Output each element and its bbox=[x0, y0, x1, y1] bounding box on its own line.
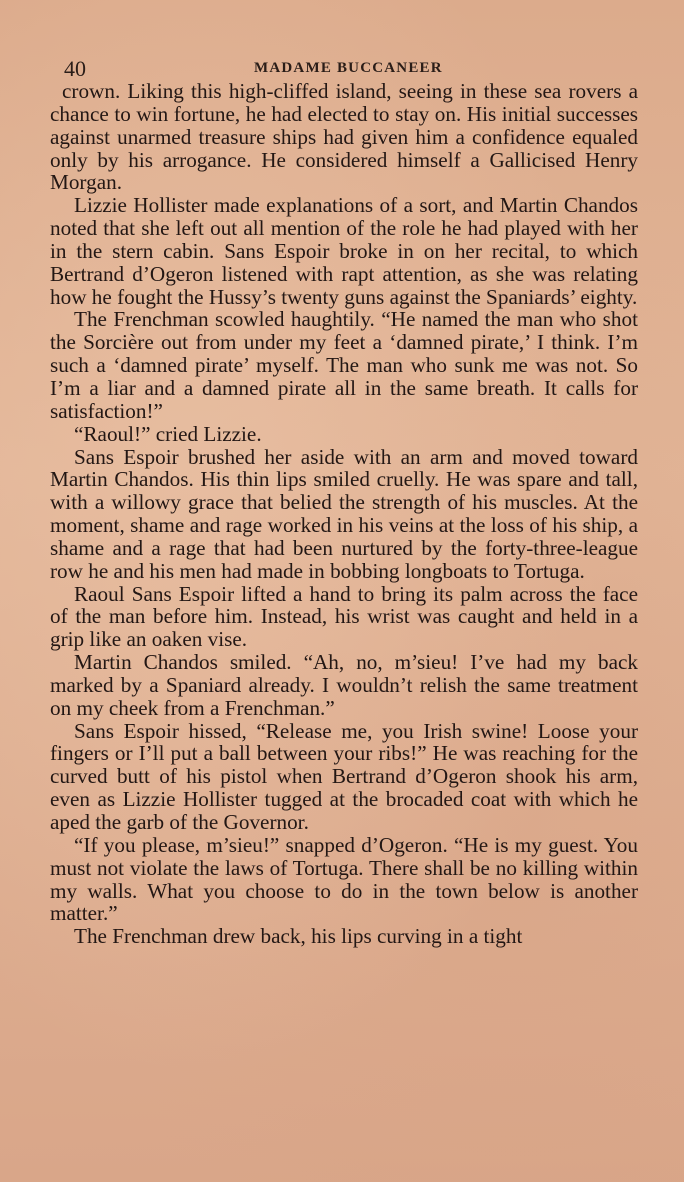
paragraph: Sans Espoir hissed, “Release me, you Irish swine! Loose your fingers or I’ll put a ball between your ribs!” He was reaching for the curved butt of his pistol when Bertrand d’Ogeron shook his arm, even as Lizzie Hollister tugged at the brocaded coat with which he aped the garb of the Governor. bbox=[50, 718, 638, 834]
paragraph: Sans Espoir brushed her aside with an arm and moved toward Martin Chandos. His thin lips smiled cruelly. He was spare and tall, with a willowy grace that belied the strength of his muscles. At the moment, shame and rage worked in his veins at the loss of his ship, a shame and a rage that had been nurtured by the forty-three-league row he and his men had made in bobbing longboats to Tortuga. bbox=[50, 444, 638, 583]
running-head-title: MADAME BUCCANEER bbox=[254, 60, 443, 76]
paragraph: “If you please, m’sieu!” snapped d’Ogeron. “He is my guest. You must not violate the laws of Tortuga. There shall be no killing within my walls. What you choose to do in the town below is another matter.” bbox=[50, 832, 638, 926]
paragraph: Martin Chandos smiled. “Ah, no, m’sieu! I’ve had my back marked by a Spaniard already. I wouldn’t relish the same treatment on my cheek from a Frenchman.” bbox=[50, 650, 638, 720]
paragraph: The Frenchman drew back, his lips curving in a tight bbox=[74, 924, 523, 949]
page-number: 40 bbox=[64, 56, 86, 81]
paragraph: Raoul Sans Espoir lifted a hand to bring its palm across the face of the man before him. Instead, his wrist was caught and held in a grip like an oaken vise. bbox=[50, 581, 638, 652]
paragraph: “Raoul!” cried Lizzie. bbox=[74, 421, 262, 446]
body-text bbox=[50, 80, 638, 948]
paragraph: The Frenchman scowled haughtily. “He named the man who shot the Sorcière out from under my feet a ‘damned pirate,’ I think. I’m such a ‘damned pirate’ myself. The man who sunk me was not. So I’m a liar and a damned pirate all in the same breath. It calls for satisfaction!” bbox=[50, 307, 638, 423]
paragraph: Lizzie Hollister made explanations of a sort, and Martin Chandos noted that she left out all mention of the role he had played with her in the stern cabin. Sans Espoir broke in on her recital, to which Bertrand d’Ogeron listened with rapt attention, as she was relating how he fought the Hussy’s twenty guns against the Spaniards’ eighty. bbox=[50, 193, 638, 309]
paragraph: crown. Liking this high-cliffed island, seeing in these sea rovers a chance to win fortune, he had elected to stay on. His initial successes against unarmed treasure ships had given him a confidence equaled only by his arrogance. He considered himself a Gallicised Henry Morgan. bbox=[50, 79, 638, 195]
